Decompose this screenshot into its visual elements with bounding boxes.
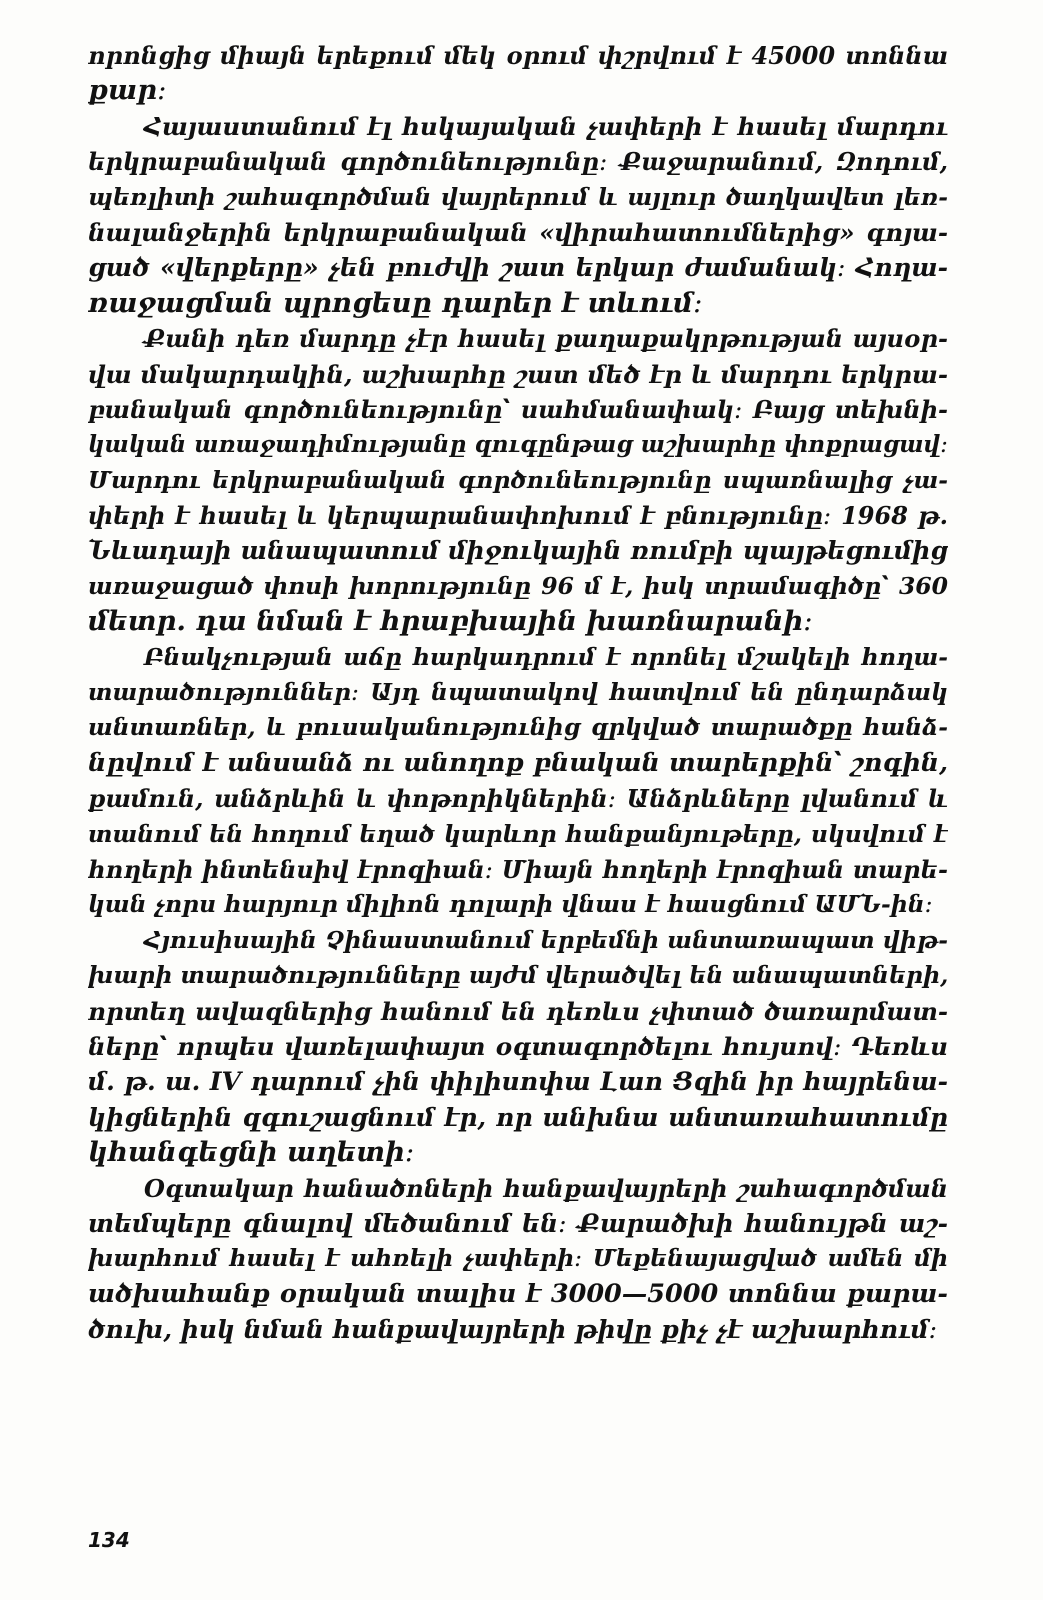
text-line: Հյուսիսային Չինաստանում երբեմնի անտառապատ վիթ- (144, 925, 948, 954)
text-line: Մարդու երկրաբանական գործունեությունը սպառնալից չա- (88, 465, 948, 494)
text-line: տեմպերը գնալով մեծանում են։ Քարածխի հանույթն աշ- (88, 1208, 948, 1238)
text-line: խարի տարածությունները այժմ վերածվել են անապատների, (88, 961, 948, 990)
text-line: բանական գործունեությունը՝ սահմանափակ։ Բայց տեխնի- (88, 394, 948, 424)
text-line: նըվում է անսանձ ու անողոք բնական տարերքին՝ շոգին, (88, 747, 948, 778)
text-line: Հայաստանում էլ հսկայական չափերի է հասել մարդու (144, 111, 948, 141)
text-line: անտառներ, և բուսականությունից զրկված տարածքը հանձ- (88, 713, 948, 742)
text-line: առաջացած փոսի խորությունը 96 մ է, իսկ տրամագիծը՝ 360 (88, 571, 948, 600)
text-line: Նևադայի անապատում միջուկային ռումբի պայթեցումից (88, 536, 948, 566)
text-line: երկրաբանական գործունեությունը։ Քաջարանում, Զոդում, (88, 147, 948, 177)
text-line: Քանի դեռ մարդը չէր հասել քաղաքակրթության այսօր- (144, 324, 948, 354)
text-line: նալանջերին երկրաբանական «վիրահատումներից» գոյա- (88, 217, 948, 247)
text-line: կական առաջադիմությանը զուգընթաց աշխարհը փոքրացավ։ (88, 431, 948, 459)
text-line: որոնցից միայն երեքում մեկ օրում փշրվում է 45000 տոննա (88, 41, 948, 70)
text-line: վա մակարդակին, աշխարհը շատ մեծ էր և մարդու երկրա- (88, 359, 948, 389)
text-line: Օգտակար հանածոների հանքավայրերի շահագործման (144, 1173, 948, 1203)
text-line: ածխահանք օրական տալիս է 3000—5000 տոննա քարա- (88, 1278, 948, 1309)
text-line: ծուխ, իսկ նման հանքավայրերի թիվը քիչ չէ աշխարհում։ (88, 1315, 938, 1345)
text-line: տարածություններ։ Այդ նպատակով հատվում են ընդարձակ (88, 678, 948, 707)
page-number: 134 (88, 1528, 130, 1552)
text-line: կիցներին զգուշացնում էր, որ անխնա անտառահատումը (88, 1102, 948, 1132)
text-line: փերի է հասել և կերպարանափոխում է բնությունը։ 1968 թ. (88, 501, 948, 531)
text-line: ռաջացման պրոցեսը դարեր է տևում։ (88, 286, 703, 319)
text-line: կհանգեցնի աղետի։ (88, 1136, 415, 1169)
text-line: խարհում հասել է ահռելի չափերի։ Մեքենայացված ամեն մի (88, 1244, 948, 1273)
text-line: որտեղ ավազներից հանում են դեռևս չփտած ծառարմատ- (88, 996, 948, 1026)
text-line: մ. թ. ա. IV դարում չին փիլիսոփա Լաո Ցզին իր հայրենա- (88, 1067, 948, 1097)
text-line: քամուն, անձրևին և փոթորիկներին։ Անձրևները լվանում և (88, 784, 948, 814)
text-line: տանում են հողում եղած կարևոր հանքանյութերը, սկսվում է (88, 819, 948, 848)
text-line: ցած «վերքերը» չեն բուժվի շատ երկար ժամանակ։ Հողա- (88, 253, 948, 283)
text-line: պեռլիտի շահագործման վայրերում և այլուր ծաղկավետ լեռ- (88, 182, 948, 211)
text-line: քար։ (88, 74, 167, 107)
body-text (88, 38, 948, 1347)
text-line: Բնակչության աճը հարկադրում է որոնել մշակելի հողա- (144, 642, 948, 671)
text-line: մետր. դա նման է հրաբխային խառնարանի։ (88, 605, 813, 638)
text-line: ները՝ որպես վառելափայտ օգտագործելու հույսով։ Դեռևս (88, 1031, 948, 1061)
text-line: կան չորս հարյուր միլիոն դոլարի վնաս է հասցնում ԱՄՆ-ին։ (88, 890, 933, 919)
text-line: հողերի ինտենսիվ էրոզիան։ Միայն հողերի էրոզիան տարե- (88, 854, 948, 884)
